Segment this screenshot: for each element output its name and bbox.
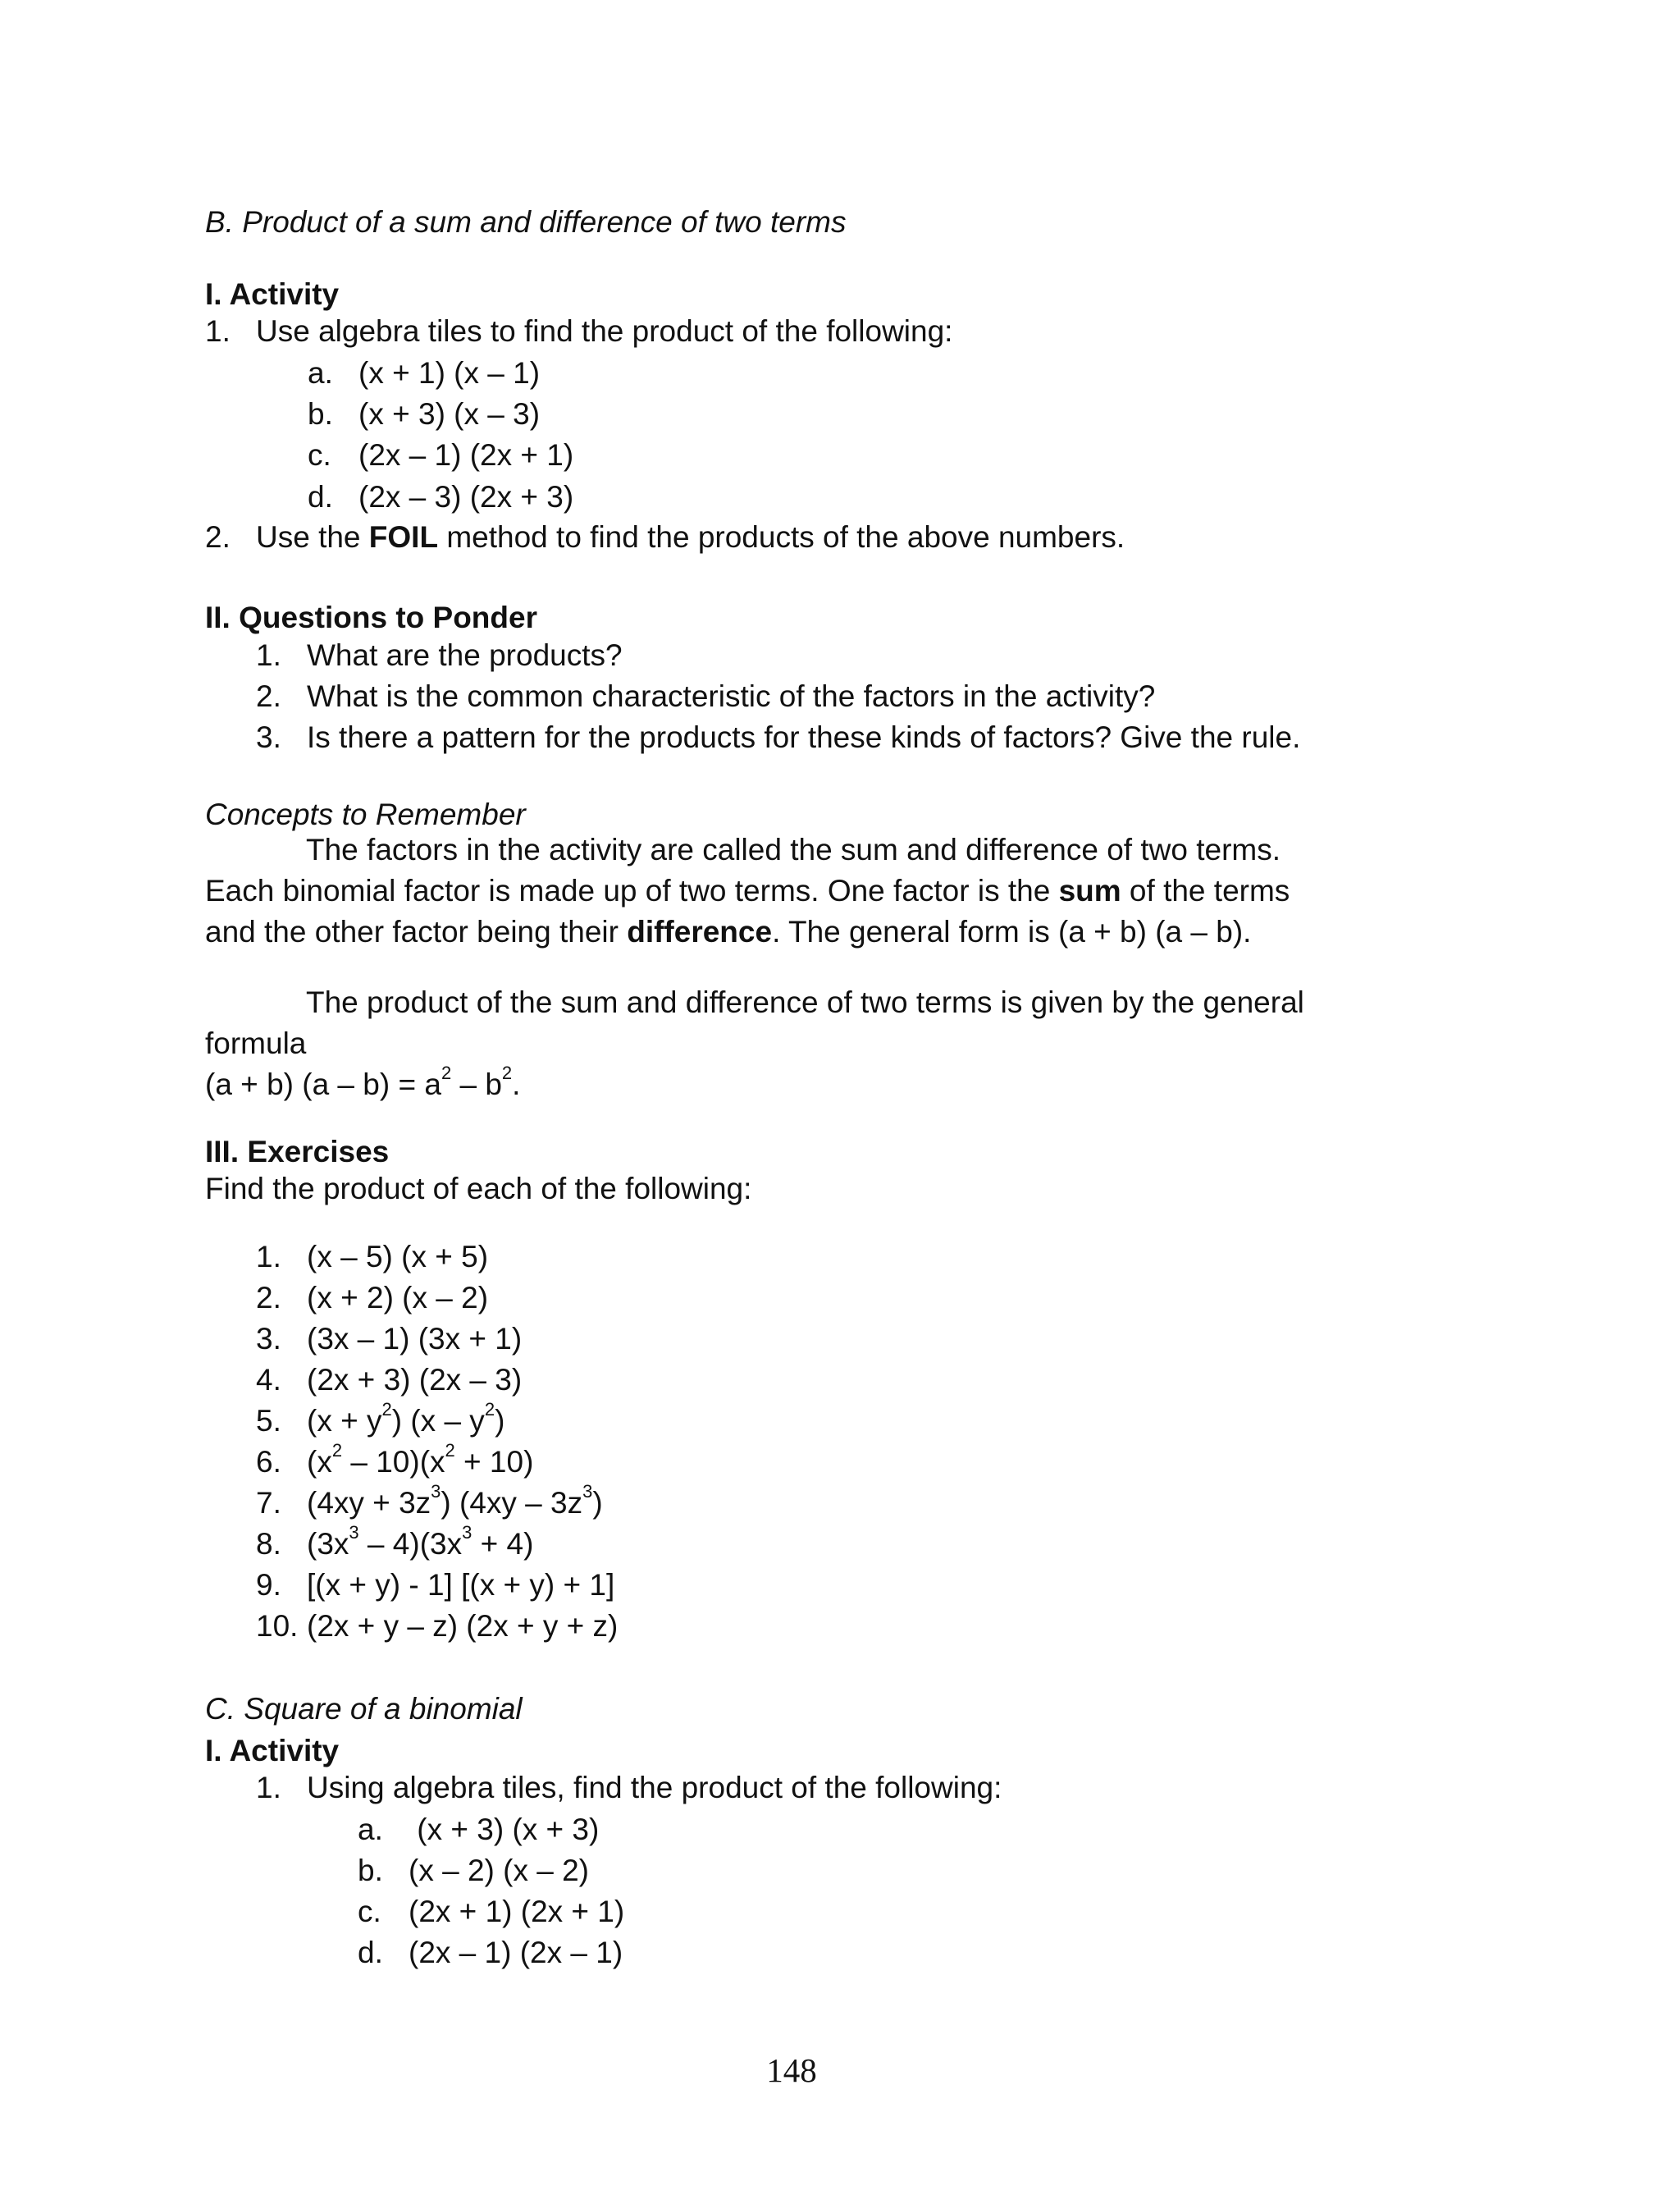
exercise-item	[256, 1241, 488, 1272]
exercise-expression: (x	[307, 1445, 332, 1479]
exercise-expression: + 4)	[472, 1527, 534, 1561]
subitem-letter: d.	[358, 1936, 383, 1969]
exercise-number: 7.	[256, 1486, 281, 1520]
item-number: 2.	[205, 520, 231, 554]
formula-part: – b	[451, 1068, 502, 1101]
text-pre: and the other factor being their	[205, 915, 628, 949]
item-text-post: method to find the products of the above numbers.	[438, 520, 1125, 554]
exercise-expression: (x + y	[307, 1404, 382, 1438]
exercise-number: 6.	[256, 1445, 281, 1479]
concepts-p1-line1: The factors in the activity are called the sum and difference of two terms.	[306, 833, 1281, 866]
item-text: Using algebra tiles, find the product of the following:	[307, 1771, 1002, 1804]
subitem-letter: b.	[358, 1854, 383, 1887]
subitem-letter: a.	[308, 356, 333, 390]
activity-subitem-b	[308, 399, 540, 429]
question-text: What are the products?	[307, 638, 623, 672]
sum-term: sum	[1058, 874, 1121, 908]
activity-heading: I. Activity	[205, 277, 340, 311]
concepts-p1-line2	[205, 876, 1290, 906]
concepts-p1-line3	[205, 917, 1251, 947]
exercise-expression: (x – 5) (x + 5)	[307, 1240, 489, 1273]
item-text: Use algebra tiles to find the product of the following:	[256, 314, 953, 348]
difference-term: difference	[627, 915, 773, 949]
subitem-letter: c.	[358, 1895, 381, 1928]
exercise-item	[256, 1440, 534, 1479]
question-3	[256, 722, 1300, 752]
question-2	[256, 681, 1155, 711]
section-c-subitem-b	[358, 1855, 589, 1886]
subitem-text: (x + 1) (x – 1)	[358, 356, 541, 390]
section-c-subitem-c	[358, 1896, 624, 1927]
exercise-expression: – 10)(x	[342, 1445, 445, 1479]
activity-item-1	[205, 316, 952, 346]
question-number: 3.	[256, 720, 281, 754]
item-number: 1.	[205, 314, 231, 348]
subitem-text: (2x – 3) (2x + 3)	[358, 480, 574, 514]
exercise-expression: (x + 2) (x – 2)	[307, 1281, 489, 1314]
activity-subitem-d	[308, 482, 573, 512]
exercise-expression: (4xy + 3z	[307, 1486, 431, 1520]
exercise-item	[256, 1365, 522, 1395]
foil-term: FOIL	[368, 520, 439, 554]
exercise-item	[256, 1522, 534, 1561]
exercise-exponent: 2	[381, 1399, 392, 1420]
exercise-item	[256, 1399, 505, 1438]
exercise-expression: (3x	[307, 1527, 349, 1561]
exercise-number: 1.	[256, 1240, 281, 1273]
subitem-letter: b.	[308, 397, 333, 431]
formula-part: (a + b) (a – b) = a	[205, 1068, 441, 1101]
activity-item-2	[205, 522, 1125, 552]
question-text: What is the common characteristic of the factors in the activity?	[307, 679, 1156, 713]
exercise-expression: ) (x – y	[391, 1404, 485, 1438]
exercise-expression: + 10)	[454, 1445, 534, 1479]
question-number: 2.	[256, 679, 281, 713]
concepts-p2-line1: The product of the sum and difference of two terms is given by the general	[306, 985, 1304, 1019]
exercise-item	[256, 1324, 522, 1354]
exercise-number: 4.	[256, 1363, 281, 1397]
item-text-pre: Use the	[256, 520, 369, 554]
text-pre: Each binomial factor is made up of two terms. One factor is the	[205, 874, 1059, 908]
text-post: of the terms	[1121, 874, 1290, 908]
exercise-expression: )	[592, 1486, 603, 1520]
exercise-item	[256, 1282, 488, 1313]
exercise-expression: – 4)(3x	[358, 1527, 463, 1561]
activity-subitem-a	[308, 358, 540, 388]
exercise-exponent: 3	[431, 1481, 441, 1502]
subitem-letter: c.	[308, 438, 331, 472]
exercise-item	[256, 1481, 603, 1520]
exercise-number: 9.	[256, 1568, 281, 1602]
subitem-text: (2x – 1) (2x + 1)	[358, 438, 574, 472]
exercise-expression: (2x + 3) (2x – 3)	[307, 1363, 523, 1397]
exercise-expression: (3x – 1) (3x + 1)	[307, 1322, 523, 1356]
text-post: . The general form is (a + b) (a – b).	[772, 915, 1252, 949]
exercise-exponent: 2	[445, 1440, 455, 1461]
exercises-heading: III. Exercises	[205, 1135, 390, 1168]
exercise-number: 10.	[256, 1609, 299, 1643]
question-number: 1.	[256, 638, 281, 672]
item-number: 1.	[256, 1771, 281, 1804]
exercise-expression: (2x + y – z) (2x + y + z)	[307, 1609, 619, 1643]
subitem-text: (2x – 1) (2x – 1)	[409, 1936, 623, 1969]
question-text: Is there a pattern for the products for these kinds of factors? Give the rule.	[307, 720, 1301, 754]
exercises-instruction: Find the product of each of the following:	[205, 1172, 752, 1205]
questions-heading: II. Questions to Ponder	[205, 601, 537, 634]
section-c-title: C. Square of a binomial	[205, 1692, 523, 1726]
exercise-number: 8.	[256, 1527, 281, 1561]
exercise-item	[256, 1611, 618, 1641]
subitem-text: (2x + 1) (2x + 1)	[409, 1895, 625, 1928]
section-b-title: B. Product of a sum and difference of two terms	[205, 205, 847, 239]
exercise-exponent: 3	[582, 1481, 593, 1502]
exercise-number: 5.	[256, 1404, 281, 1438]
section-c-activity-item-1	[256, 1772, 1002, 1803]
question-1	[256, 640, 623, 670]
exercise-expression: ) (4xy – 3z	[441, 1486, 583, 1520]
exercise-exponent: 2	[484, 1399, 495, 1420]
exercise-exponent: 2	[331, 1440, 343, 1461]
general-formula	[205, 1063, 521, 1101]
formula-exponent: 2	[501, 1063, 513, 1083]
page-number: 148	[766, 2051, 817, 2089]
concepts-p2-line2: formula	[205, 1026, 307, 1060]
subitem-text: (x + 3) (x + 3)	[409, 1813, 600, 1846]
section-c-subitem-d	[358, 1937, 623, 1968]
exercise-expression: [(x + y) - 1] [(x + y) + 1]	[307, 1568, 615, 1602]
exercise-number: 2.	[256, 1281, 281, 1314]
exercise-expression: )	[495, 1404, 505, 1438]
formula-part: .	[512, 1068, 521, 1101]
subitem-letter: d.	[308, 480, 333, 514]
subitem-text: (x + 3) (x – 3)	[358, 397, 541, 431]
activity-subitem-c	[308, 440, 573, 470]
exercise-number: 3.	[256, 1322, 281, 1356]
section-c-subitem-a	[358, 1814, 599, 1845]
concepts-heading: Concepts to Remember	[205, 798, 526, 831]
exercise-exponent: 3	[462, 1522, 472, 1543]
formula-exponent: 2	[441, 1063, 452, 1083]
section-c-activity-heading: I. Activity	[205, 1734, 340, 1767]
exercise-exponent: 3	[349, 1522, 359, 1543]
subitem-text: (x – 2) (x – 2)	[409, 1854, 589, 1887]
subitem-letter: a.	[358, 1813, 383, 1846]
exercise-item	[256, 1570, 614, 1600]
